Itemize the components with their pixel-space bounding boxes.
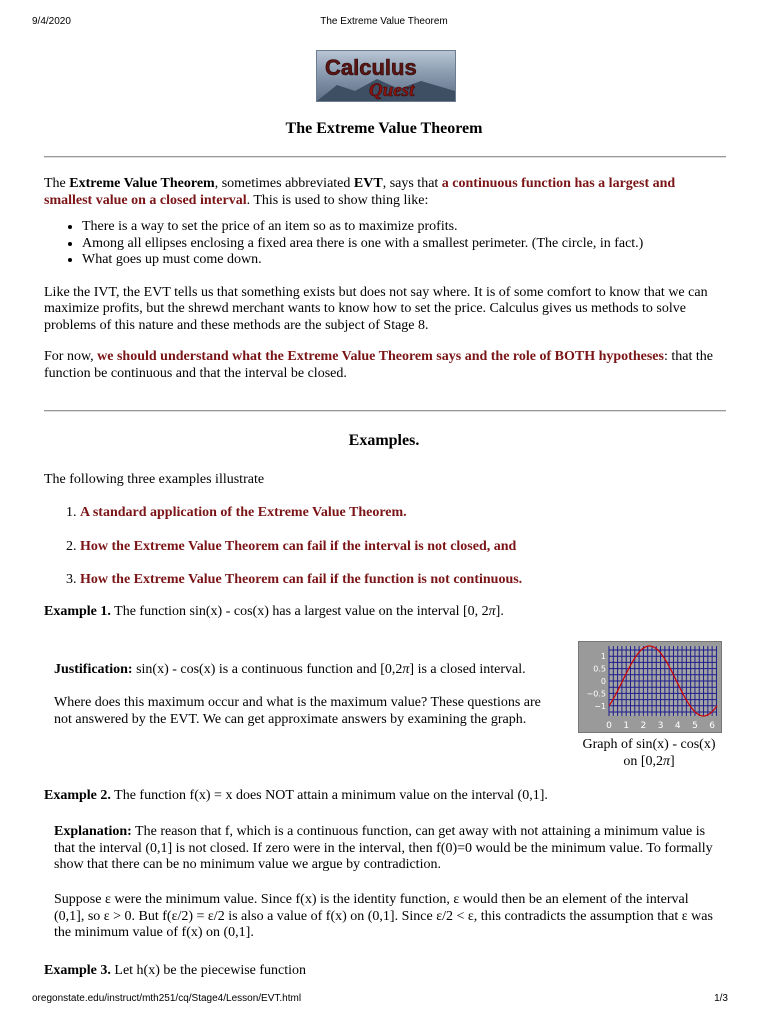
calculus-quest-logo[interactable]: [316, 50, 456, 102]
print-url: oregonstate.edu/instruct/mth251/cq/Stage4/Lesson/EVT.html: [32, 993, 302, 1004]
y-tick-label: 0: [600, 677, 606, 686]
x-tick-label: 1: [623, 721, 630, 731]
evt-uses-list: [44, 219, 726, 269]
print-page-number: 1/3: [714, 993, 728, 1004]
x-tick-label: 4: [674, 721, 681, 731]
list-item: • Among all ellipses enclosing a fixed area there is one with a smallest perimeter. (The circle, in fact.): [82, 236, 726, 253]
example-1-statement: Example 1. The function sin(x) - cos(x) has a largest value on the interval [0, 2π].: [44, 604, 504, 619]
example-2-proof: Suppose ε were the minimum value. Since f(x) is the identity function, ε would then be an element of the interval (0,1], so ε > 0. But f(ε/2) = ε/2 is also a value of f(x) on (0,1]. Since ε/2 < ε, this contradicts the assumption that ε was the minimum value of f(x) on (0,1].: [54, 892, 713, 940]
example-1-where: Where does this maximum occur and what is the maximum value? These questions are not answered by the EVT. We can get approximate answers by examining the graph.: [54, 695, 541, 727]
divider: [44, 410, 726, 412]
examples-heading: Examples.: [348, 432, 420, 449]
list-item: • What goes up must come down.: [82, 252, 726, 269]
logo-calculus-text: Calculus: [325, 55, 417, 80]
example-link-2[interactable]: 2. How the Extreme Value Theorem can fail if the interval is not closed, and: [66, 539, 517, 554]
list-item: • There is a way to set the price of an item so as to maximize profits.: [82, 219, 726, 236]
divider: [44, 156, 726, 158]
example-2-statement: Example 2. The function f(x) = x does NOT attain a minimum value on the interval (0,1].: [44, 788, 548, 803]
example-link-1[interactable]: 1. A standard application of the Extreme Value Theorem.: [66, 505, 407, 520]
x-tick-label: 5: [692, 721, 698, 731]
logo-quest-text: Quest: [369, 80, 415, 101]
ivt-paragraph: Like the IVT, the EVT tells us that something exists but does not say where. It is of some comfort to know that we can maximize profits, but the shrewd merchant wants to know how to set the price. Calculus gives us methods to solve problems of this nature and these methods are the subject of Stage 8.: [44, 284, 708, 333]
x-tick-label: 0: [606, 721, 612, 731]
graph-svg: [579, 642, 721, 732]
intro-paragraph: The Extreme Value Theorem, sometimes abbreviated EVT, says that a continuous function has a largest and smallest value on a closed interval. This is used to show thing like:: [44, 176, 676, 208]
sin-minus-cos-graph: [578, 641, 722, 733]
example-1-justification: Justification: sin(x) - cos(x) is a continuous function and [0,2π] is a closed interval.: [54, 662, 526, 677]
print-date: 9/4/2020: [32, 16, 71, 27]
for-now-paragraph: For now, we should understand what the Extreme Value Theorem says and the role of BOTH hypotheses: that the function be continuous and that the interval be closed.: [44, 349, 713, 381]
y-tick-label: 0.5: [593, 664, 606, 674]
example-link-3[interactable]: 3. How the Extreme Value Theorem can fail if the function is not continuous.: [66, 572, 523, 587]
x-tick-label: 6: [709, 721, 715, 731]
y-tick-label: −0.5: [586, 689, 606, 699]
examples-intro: The following three examples illustrate: [44, 472, 265, 487]
example-2-explanation: Explanation: The reason that f, which is a continuous function, can get away with not attaining a minimum value is that the interval (0,1] is not closed. If zero were in the interval, then f(0)=0 would be the minimum value. To formally show that there can be no minimum value we argue by contradiction.: [54, 824, 713, 872]
x-tick-label: 3: [657, 721, 664, 731]
page-title: The Extreme Value Theorem: [285, 120, 483, 137]
graph-caption: Graph of sin(x) - cos(x) on [0,2π]: [582, 737, 716, 769]
x-tick-label: 2: [640, 721, 647, 731]
y-tick-label: 1: [600, 652, 606, 662]
example-3-statement: Example 3. Let h(x) be the piecewise function: [44, 963, 307, 978]
y-tick-label: −1: [594, 701, 606, 711]
print-page-title: The Extreme Value Theorem: [320, 16, 448, 27]
